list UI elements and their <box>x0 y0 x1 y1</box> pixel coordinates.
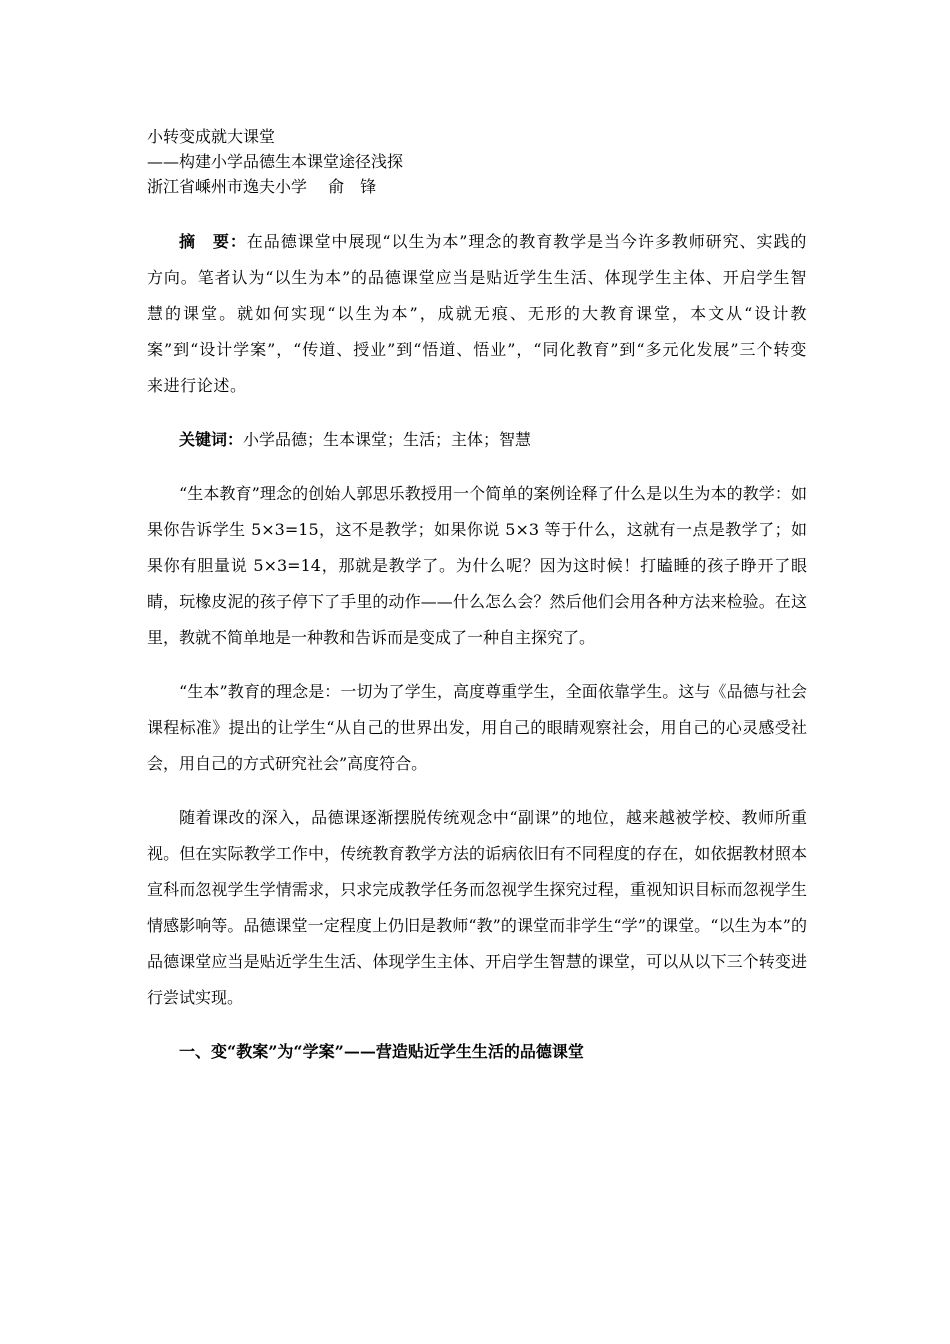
article-title: 小转变成就大课堂 <box>147 127 276 146</box>
author-line: 浙江省嵊州市逸夫小学 俞 锋 <box>147 177 377 196</box>
abstract-text: 在品德课堂中展现“以生为本”理念的教育教学是当今许多教师研究、实践的方向。笔者认为“以生为本”的品德课堂应当是贴近学生生活、体现学生主体、开启学生智慧的课堂。就如何实现“以生为本”，成就无痕、无形的大教育课堂，本文从“设计教案”到“设计学案”，“传道、授业”到“悟道、悟业”，“同化教育”到“多元化发展”三个转变来进行论述。 <box>147 232 807 395</box>
article-body <box>147 224 807 1070</box>
keywords-label: 关键词： <box>179 430 244 449</box>
article-header <box>147 124 807 199</box>
body-paragraph-1: “生本教育”理念的创始人郭思乐教授用一个简单的案例诠释了什么是以生为本的教学：如果你告诉学生 5×3=15，这不是教学；如果你说 5×3 等于什么，这就有一点是教学了；如果你有胆量说 5×3=14，那就是教学了。为什么呢？因为这时候！打瞌睡的孩子睁开了眼睛，玩橡皮泥的孩子停下了手里的动作——什么怎么会？然后他们会用各种方法来检验。在这里，教就不简单地是一种教和告诉而是变成了一种自主探究了。 <box>147 484 807 647</box>
article-subtitle: ——构建小学品德生本课堂途径浅探 <box>147 152 404 171</box>
body-paragraph-2: “生本”教育的理念是：一切为了学生，高度尊重学生，全面依靠学生。这与《品德与社会课程标准》提出的让学生“从自己的世界出发，用自己的眼睛观察社会，用自己的心灵感受社会，用自己的方式研究社会”高度符合。 <box>147 682 807 773</box>
keywords-text: 小学品德；生本课堂；生活；主体；智慧 <box>243 430 532 449</box>
abstract-label: 摘 要： <box>179 232 247 251</box>
abstract-paragraph <box>147 224 807 404</box>
section-heading: 一、变“教案”为“学案”——营造贴近学生生活的品德课堂 <box>179 1042 584 1061</box>
body-paragraph-3: 随着课改的深入，品德课逐渐摆脱传统观念中“副课”的地位，越来越被学校、教师所重视。但在实际教学工作中，传统教育教学方法的诟病依旧有不同程度的存在，如依据教材照本宣科而忽视学生学情需求，只求完成教学任务而忽视学生探究过程，重视知识目标而忽视学生情感影响等。品德课堂一定程度上仍旧是教师“教”的课堂而非学生“学”的课堂。“以生为本”的品德课堂应当是贴近学生生活、体现学生主体、开启学生智慧的课堂，可以从以下三个转变进行尝试实现。 <box>147 808 807 1007</box>
keywords-paragraph <box>147 422 807 458</box>
